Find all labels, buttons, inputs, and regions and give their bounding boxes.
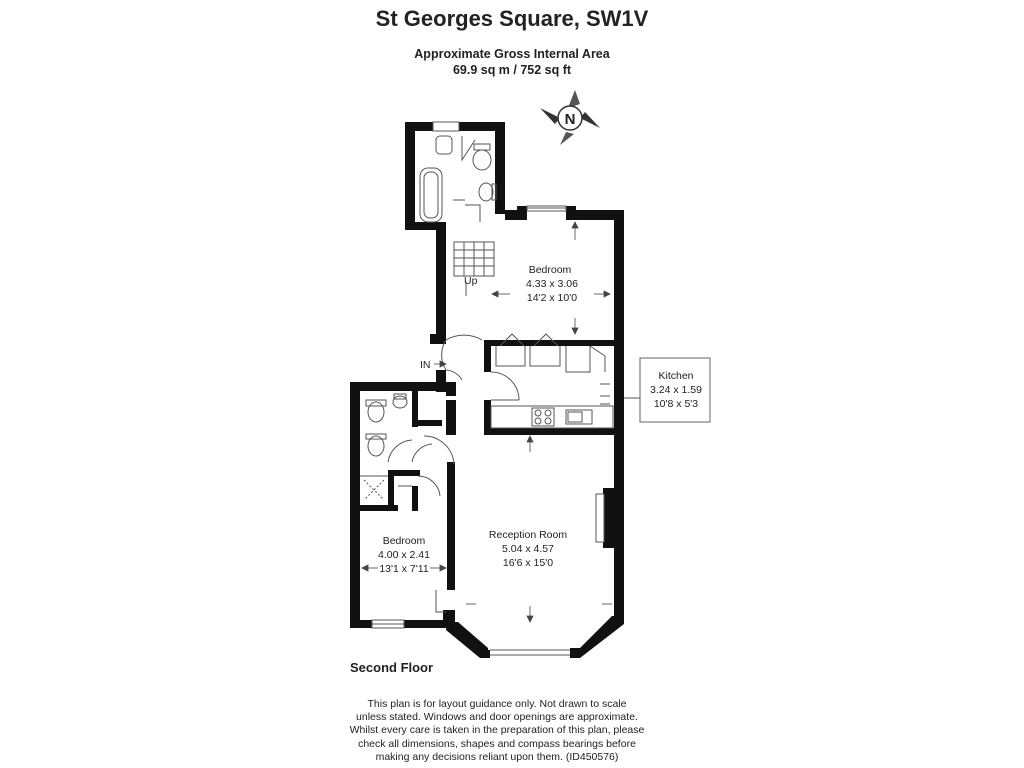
kitchen-imperial: 10'8 x 5'3 xyxy=(653,398,699,410)
bedroom2-name: Bedroom xyxy=(382,535,426,547)
disclaimer-line: check all dimensions, shapes and compass bearings before xyxy=(358,737,636,750)
bedroom1-metric: 4.33 x 3.06 xyxy=(526,278,578,290)
reception-name: Reception Room xyxy=(488,529,568,541)
stairs-up-label: Up xyxy=(464,275,478,287)
bedroom1-name: Bedroom xyxy=(528,264,572,276)
compass-letter: N xyxy=(564,111,576,128)
compass-rose-icon xyxy=(540,90,600,145)
area-label: Approximate Gross Internal Area xyxy=(414,47,610,61)
disclaimer-line: This plan is for layout guidance only. Not drawn to scale xyxy=(367,698,627,710)
floor-label: Second Floor xyxy=(350,660,434,675)
disclaimer-line: making any decisions reliant upon them. (ID450576) xyxy=(375,750,619,763)
reception-metric: 5.04 x 4.57 xyxy=(502,543,554,555)
reception-imperial: 16'6 x 15'0 xyxy=(502,557,554,569)
area-value: 69.9 sq m / 752 sq ft xyxy=(452,63,572,77)
disclaimer xyxy=(312,698,682,764)
walls xyxy=(350,122,624,658)
disclaimer-line: unless stated. Windows and door openings are approximate. xyxy=(356,711,638,724)
bedroom1-imperial: 14'2 x 10'0 xyxy=(526,292,578,304)
disclaimer-line: Whilst every care is taken in the preparation of this plan, please xyxy=(349,724,645,737)
bedroom2-metric: 4.00 x 2.41 xyxy=(378,549,430,561)
kitchen-name: Kitchen xyxy=(658,370,694,382)
plan-title: St Georges Square, SW1V xyxy=(375,6,649,31)
bedroom2-imperial: 13'1 x 7'11 xyxy=(379,563,429,575)
entrance-label: IN xyxy=(420,359,431,371)
kitchen-metric: 3.24 x 1.59 xyxy=(650,384,702,396)
